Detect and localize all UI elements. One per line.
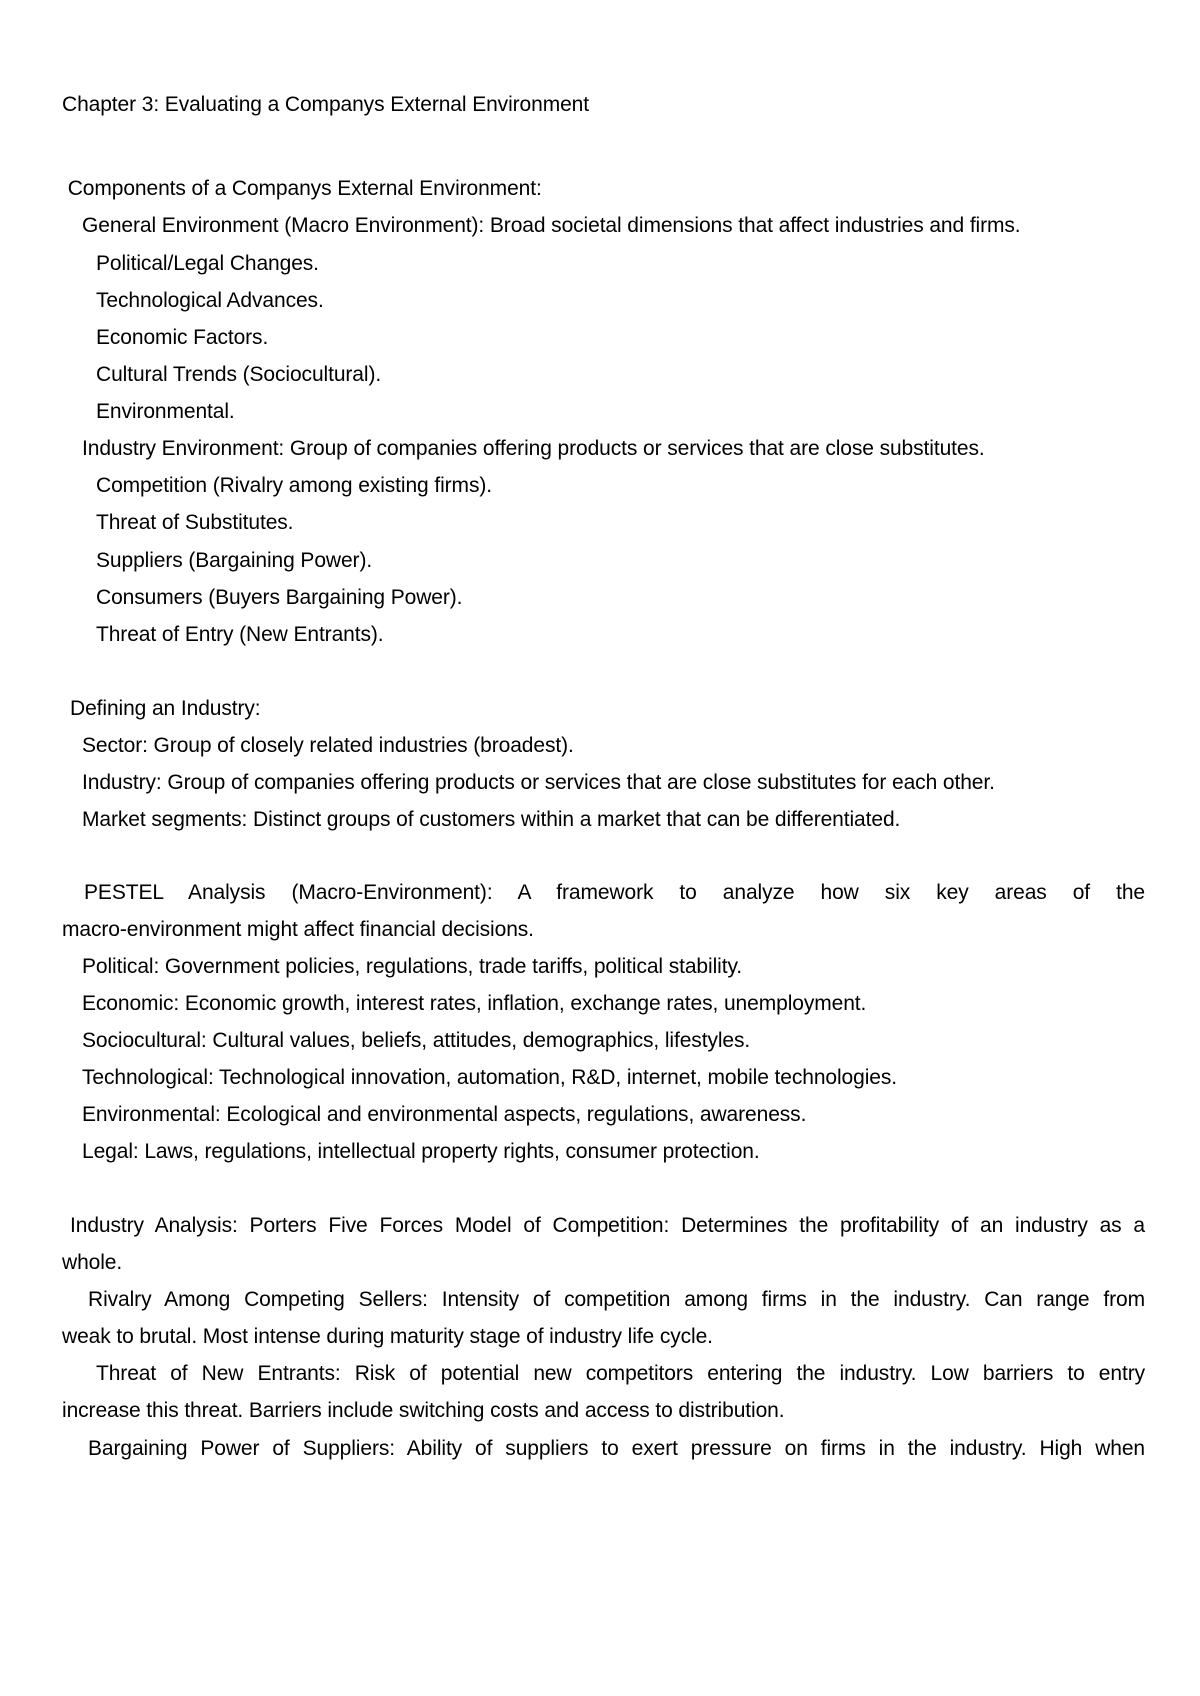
chapter-title: Chapter 3: Evaluating a Companys External Environment bbox=[62, 93, 589, 116]
list-item: Economic: Economic growth, interest rates, inflation, exchange rates, unemployment. bbox=[82, 992, 867, 1015]
suppliers-line1: Bargaining Power of Suppliers: Ability of suppliers to exert pressure on firms in the industry. High when bbox=[88, 1437, 1145, 1460]
list-item: Environmental. bbox=[96, 400, 235, 423]
list-item: Industry: Group of companies offering products or services that are close substitutes for each other. bbox=[82, 771, 995, 794]
list-item: Threat of Substitutes. bbox=[96, 511, 294, 534]
pestel-intro-line1: PESTEL Analysis (Macro-Environment): A framework to analyze how six key areas of the bbox=[84, 881, 1145, 904]
list-item: Economic Factors. bbox=[96, 326, 269, 349]
list-item: Technological Advances. bbox=[96, 289, 324, 312]
list-item: Legal: Laws, regulations, intellectual property rights, consumer protection. bbox=[82, 1140, 760, 1163]
defining-industry-heading: Defining an Industry: bbox=[70, 697, 261, 720]
list-item: Technological: Technological innovation, automation, R&D, internet, mobile technologies. bbox=[82, 1066, 897, 1089]
list-item: Competition (Rivalry among existing firms). bbox=[96, 474, 492, 497]
rivalry-line2: weak to brutal. Most intense during maturity stage of industry life cycle. bbox=[62, 1325, 713, 1348]
general-environment-line: General Environment (Macro Environment): Broad societal dimensions that affect industries and firms. bbox=[82, 214, 1021, 237]
list-item: Threat of Entry (New Entrants). bbox=[96, 623, 384, 646]
rivalry-line1: Rivalry Among Competing Sellers: Intensity of competition among firms in the industry. Can range from bbox=[88, 1288, 1145, 1311]
industry-environment-line: Industry Environment: Group of companies offering products or services that are close substitutes. bbox=[82, 437, 985, 460]
five-forces-intro-line2: whole. bbox=[62, 1251, 123, 1274]
list-item: Suppliers (Bargaining Power). bbox=[96, 549, 373, 572]
list-item: Political/Legal Changes. bbox=[96, 252, 319, 275]
list-item: Environmental: Ecological and environmental aspects, regulations, awareness. bbox=[82, 1103, 807, 1126]
components-heading: Components of a Companys External Environment: bbox=[62, 177, 542, 200]
list-item: Market segments: Distinct groups of customers within a market that can be differentiated. bbox=[82, 808, 901, 831]
list-item: Political: Government policies, regulations, trade tariffs, political stability. bbox=[82, 955, 743, 978]
list-item: Cultural Trends (Sociocultural). bbox=[96, 363, 382, 386]
new-entrants-line1: Threat of New Entrants: Risk of potential new competitors entering the industry. Low barriers to entry bbox=[96, 1362, 1145, 1385]
list-item: Consumers (Buyers Bargaining Power). bbox=[96, 586, 463, 609]
pestel-intro-line2: macro-environment might affect financial decisions. bbox=[62, 918, 534, 941]
new-entrants-line2: increase this threat. Barriers include switching costs and access to distribution. bbox=[62, 1399, 785, 1422]
list-item: Sector: Group of closely related industries (broadest). bbox=[82, 734, 574, 757]
five-forces-intro-line1: Industry Analysis: Porters Five Forces Model of Competition: Determines the profitability of an industry as a bbox=[70, 1214, 1145, 1237]
list-item: Sociocultural: Cultural values, beliefs, attitudes, demographics, lifestyles. bbox=[82, 1029, 751, 1052]
